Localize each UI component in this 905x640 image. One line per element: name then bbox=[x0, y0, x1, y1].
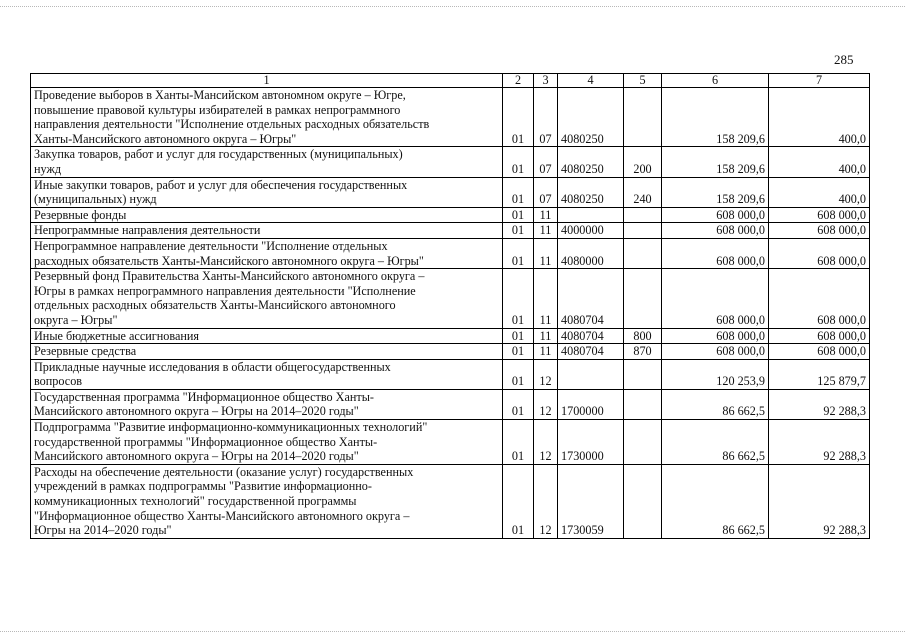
section-code-cell: 01 bbox=[503, 420, 534, 465]
expense-type-code-cell: 800 bbox=[624, 328, 662, 344]
amount-col7-cell: 400,0 bbox=[769, 177, 870, 207]
section-code-cell: 01 bbox=[503, 464, 534, 538]
expense-type-code-cell bbox=[624, 238, 662, 268]
table-row bbox=[31, 147, 870, 177]
subsection-code-cell: 12 bbox=[534, 464, 558, 538]
row-name-cell: Резервные средства bbox=[31, 344, 503, 360]
amount-col7-cell: 608 000,0 bbox=[769, 328, 870, 344]
subsection-code-cell: 07 bbox=[534, 88, 558, 147]
subsection-code-cell: 11 bbox=[534, 223, 558, 239]
table-row bbox=[31, 88, 870, 147]
subsection-code-cell: 11 bbox=[534, 344, 558, 360]
column-header: 4 bbox=[558, 74, 624, 88]
amount-col7-cell: 608 000,0 bbox=[769, 269, 870, 328]
subsection-code-cell: 07 bbox=[534, 177, 558, 207]
column-header: 6 bbox=[662, 74, 769, 88]
section-code-cell: 01 bbox=[503, 359, 534, 389]
table-row bbox=[31, 359, 870, 389]
expense-type-code-cell: 870 bbox=[624, 344, 662, 360]
table-row bbox=[31, 328, 870, 344]
amount-col7-cell: 400,0 bbox=[769, 88, 870, 147]
target-item-code-cell: 4080704 bbox=[558, 344, 624, 360]
subsection-code-cell: 12 bbox=[534, 389, 558, 419]
amount-col6-cell: 86 662,5 bbox=[662, 464, 769, 538]
target-item-code-cell: 1730000 bbox=[558, 420, 624, 465]
amount-col6-cell: 158 209,6 bbox=[662, 147, 769, 177]
section-code-cell: 01 bbox=[503, 88, 534, 147]
section-code-cell: 01 bbox=[503, 177, 534, 207]
table-row bbox=[31, 177, 870, 207]
expense-type-code-cell bbox=[624, 269, 662, 328]
target-item-code-cell: 4000000 bbox=[558, 223, 624, 239]
row-name-cell: Резервный фонд Правительства Ханты-Мансийского автономного округа – Югры в рамках непрограммного направления деятельности "Исполнение отдельных расходных обязательств Ханты-Мансийского автономного округа – Югры" bbox=[31, 269, 503, 328]
target-item-code-cell bbox=[558, 207, 624, 223]
expense-type-code-cell bbox=[624, 464, 662, 538]
table-row bbox=[31, 269, 870, 328]
subsection-code-cell: 12 bbox=[534, 420, 558, 465]
column-header: 3 bbox=[534, 74, 558, 88]
subsection-code-cell: 12 bbox=[534, 359, 558, 389]
column-header: 5 bbox=[624, 74, 662, 88]
expense-type-code-cell bbox=[624, 359, 662, 389]
subsection-code-cell: 07 bbox=[534, 147, 558, 177]
amount-col6-cell: 158 209,6 bbox=[662, 88, 769, 147]
amount-col7-cell: 400,0 bbox=[769, 147, 870, 177]
expense-type-code-cell: 240 bbox=[624, 177, 662, 207]
scan-edge-bottom bbox=[0, 631, 905, 634]
expense-type-code-cell bbox=[624, 223, 662, 239]
amount-col6-cell: 120 253,9 bbox=[662, 359, 769, 389]
section-code-cell: 01 bbox=[503, 147, 534, 177]
table-row bbox=[31, 238, 870, 268]
amount-col7-cell: 608 000,0 bbox=[769, 238, 870, 268]
column-header: 7 bbox=[769, 74, 870, 88]
amount-col6-cell: 608 000,0 bbox=[662, 344, 769, 360]
scan-edge-top bbox=[0, 6, 905, 9]
amount-col7-cell: 608 000,0 bbox=[769, 344, 870, 360]
row-name-cell: Подпрограмма "Развитие информационно-коммуникационных технологий" государственной программы "Информационное общество Ханты- Мансийского автономного округа – Югры на 2014–2020 годы" bbox=[31, 420, 503, 465]
column-header: 2 bbox=[503, 74, 534, 88]
page-number: 285 bbox=[834, 52, 854, 67]
table-row bbox=[31, 420, 870, 465]
section-code-cell: 01 bbox=[503, 328, 534, 344]
table-row bbox=[31, 223, 870, 239]
target-item-code-cell: 4080704 bbox=[558, 269, 624, 328]
table-row bbox=[31, 207, 870, 223]
amount-col7-cell: 92 288,3 bbox=[769, 464, 870, 538]
row-name-cell: Прикладные научные исследования в области общегосударственных вопросов bbox=[31, 359, 503, 389]
amount-col7-cell: 92 288,3 bbox=[769, 389, 870, 419]
section-code-cell: 01 bbox=[503, 223, 534, 239]
expense-type-code-cell: 200 bbox=[624, 147, 662, 177]
target-item-code-cell: 4080250 bbox=[558, 88, 624, 147]
amount-col7-cell: 125 879,7 bbox=[769, 359, 870, 389]
table-row bbox=[31, 389, 870, 419]
subsection-code-cell: 11 bbox=[534, 238, 558, 268]
row-name-cell: Проведение выборов в Ханты-Мансийском автономном округе – Югре, повышение правовой культуры избирателей в рамках непрограммного направления деятельности "Исполнение отдельных расходных обязательств Ханты-Мансийского автономного округа – Югры" bbox=[31, 88, 503, 147]
row-name-cell: Резервные фонды bbox=[31, 207, 503, 223]
section-code-cell: 01 bbox=[503, 238, 534, 268]
expense-type-code-cell bbox=[624, 88, 662, 147]
row-name-cell: Государственная программа "Информационное общество Ханты- Мансийского автономного округа – Югры на 2014–2020 годы" bbox=[31, 389, 503, 419]
expense-type-code-cell bbox=[624, 420, 662, 465]
target-item-code-cell bbox=[558, 359, 624, 389]
expense-type-code-cell bbox=[624, 207, 662, 223]
target-item-code-cell: 1730059 bbox=[558, 464, 624, 538]
amount-col7-cell: 92 288,3 bbox=[769, 420, 870, 465]
amount-col7-cell: 608 000,0 bbox=[769, 207, 870, 223]
target-item-code-cell: 4080704 bbox=[558, 328, 624, 344]
budget-table bbox=[30, 73, 870, 539]
row-name-cell: Закупка товаров, работ и услуг для государственных (муниципальных) нужд bbox=[31, 147, 503, 177]
target-item-code-cell: 4080250 bbox=[558, 177, 624, 207]
subsection-code-cell: 11 bbox=[534, 269, 558, 328]
row-name-cell: Непрограммное направление деятельности "Исполнение отдельных расходных обязательств Ханты-Мансийского автономного округа – Югры" bbox=[31, 238, 503, 268]
section-code-cell: 01 bbox=[503, 269, 534, 328]
amount-col7-cell: 608 000,0 bbox=[769, 223, 870, 239]
target-item-code-cell: 4080250 bbox=[558, 147, 624, 177]
subsection-code-cell: 11 bbox=[534, 207, 558, 223]
table-row bbox=[31, 344, 870, 360]
row-name-cell: Иные бюджетные ассигнования bbox=[31, 328, 503, 344]
row-name-cell: Непрограммные направления деятельности bbox=[31, 223, 503, 239]
amount-col6-cell: 86 662,5 bbox=[662, 420, 769, 465]
column-header: 1 bbox=[31, 74, 503, 88]
amount-col6-cell: 608 000,0 bbox=[662, 238, 769, 268]
row-name-cell: Расходы на обеспечение деятельности (оказание услуг) государственных учреждений в рамках подпрограммы "Развитие информационно- коммуникационных технологий" государственной программы "Информационное общество Ханты-Мансийского автономного округа – Югры на 2014–2020 годы" bbox=[31, 464, 503, 538]
section-code-cell: 01 bbox=[503, 389, 534, 419]
target-item-code-cell: 1700000 bbox=[558, 389, 624, 419]
amount-col6-cell: 608 000,0 bbox=[662, 207, 769, 223]
amount-col6-cell: 608 000,0 bbox=[662, 269, 769, 328]
section-code-cell: 01 bbox=[503, 207, 534, 223]
table-row bbox=[31, 464, 870, 538]
amount-col6-cell: 608 000,0 bbox=[662, 223, 769, 239]
section-code-cell: 01 bbox=[503, 344, 534, 360]
amount-col6-cell: 86 662,5 bbox=[662, 389, 769, 419]
expense-type-code-cell bbox=[624, 389, 662, 419]
table-header-row bbox=[31, 74, 870, 88]
target-item-code-cell: 4080000 bbox=[558, 238, 624, 268]
row-name-cell: Иные закупки товаров, работ и услуг для обеспечения государственных (муниципальных) нужд bbox=[31, 177, 503, 207]
amount-col6-cell: 158 209,6 bbox=[662, 177, 769, 207]
amount-col6-cell: 608 000,0 bbox=[662, 328, 769, 344]
subsection-code-cell: 11 bbox=[534, 328, 558, 344]
